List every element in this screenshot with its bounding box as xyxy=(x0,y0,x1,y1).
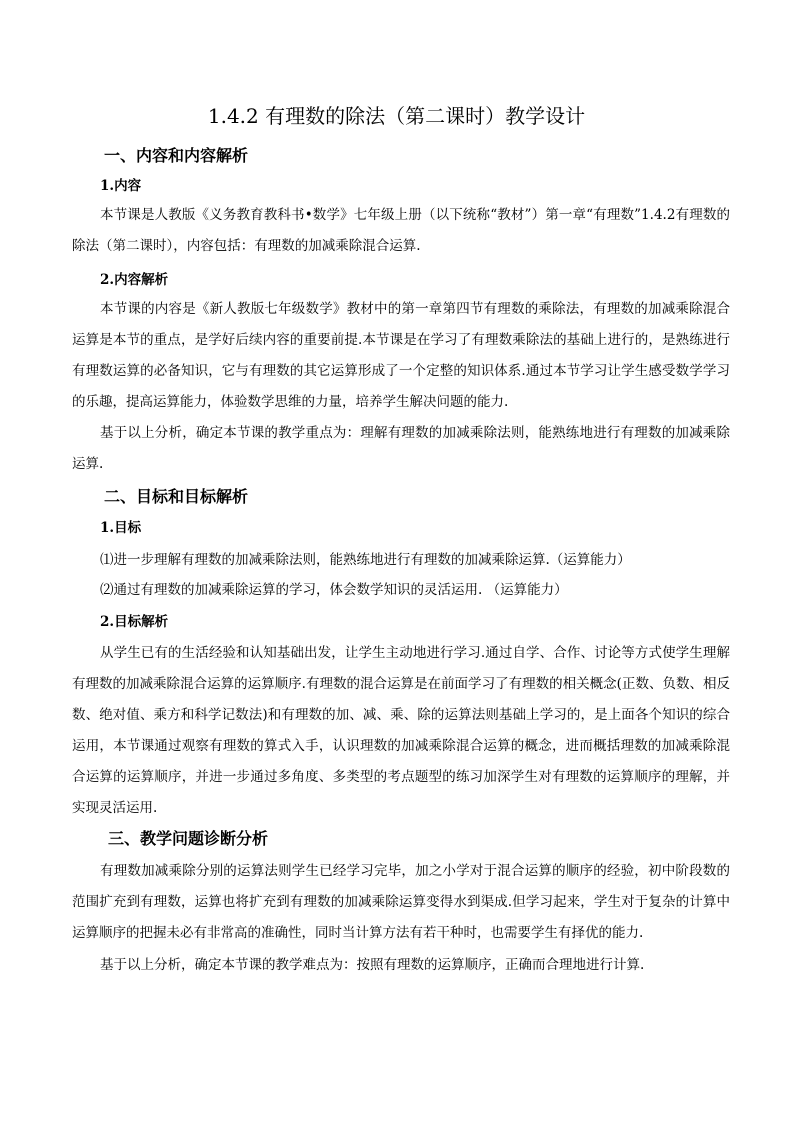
section-heading-goals: 二、目标和目标解析 xyxy=(104,487,249,506)
paragraph-diagnosis: 有理数加减乘除分别的运算法则学生已经学习完毕，加之小学对于混合运算的顺序的经验，初中阶段数的范围扩充到有理数，运算也将扩充到有理数的加减乘除运算变得水到渠成.但学习起来，学生对于复杂的计算中运算顺序的把握未必有非常高的准确性，同时当计算方法有若干种时，也需要学生有择优的能力. xyxy=(72,863,730,941)
paragraph-goals-analysis: 从学生已有的生活经验和认知基础出发，让学生主动地进行学习.通过自学、合作、讨论等方式使学生理解有理数的加减乘除混合运算的运算顺序.有理数的混合运算是在前面学习了有理数的相关概念(正数、负数、相反数、绝对值、乘方和科学记数法)和有理数的加、减、乘、除的运算法则基础上学习的，是上面各个知识的综合运用，本节课通过观察有理数的算式入手，认识理数的加减乘除混合运算的概念，进而概括理数的加减乘除混合运算的运算顺序，并进一步通过多角度、多类型的考点题型的练习加深学生对有理数的运算顺序的理解，并实现灵活运用. xyxy=(72,645,730,816)
section-heading-content: 一、内容和内容解析 xyxy=(104,146,249,165)
paragraph-content-analysis: 本节课的内容是《新人教版七年级数学》教材中的第一章第四节有理数的乘除法，有理数的加减乘除混合运算是本节的重点，是学好后续内容的重要前提.本节课是在学习了有理数乘除法的基础上进行的，是熟练进行有理数运算的必备知识，它与有理数的其它运算形成了一个定整的知识体系.通过本节学习让学生感受数学学习的乐趣，提高运算能力，体验数学思维的力量，培养学生解决问题的能力. xyxy=(72,301,730,410)
goal-item-2: ⑵通过有理数的加减乘除运算的学习，体会数学知识的灵活运用. （运算能力） xyxy=(100,582,568,598)
paragraph-teaching-difficulty: 基于以上分析，确定本节课的教学难点为：按照有理数的运算顺序，正确而合理地进行计算. xyxy=(100,957,645,973)
goal-item-1: ⑴进一步理解有理数的加减乘除法则，能熟练地进行有理数的加减乘除运算.（运算能力） xyxy=(100,552,631,568)
subheading-goals: 1.目标 xyxy=(100,520,142,536)
paragraph-teaching-focus: 基于以上分析，确定本节课的教学重点为：理解有理数的加减乘除法则，能熟练地进行有理数的加减乘除运算. xyxy=(72,425,730,472)
subheading-content-analysis: 2.内容解析 xyxy=(100,272,169,288)
subheading-content: 1.内容 xyxy=(100,178,142,194)
document-title: 1.4.2 有理数的除法（第二课时）教学设计 xyxy=(207,104,586,128)
section-heading-diagnosis: 三、教学问题诊断分析 xyxy=(108,829,269,848)
paragraph-content: 本节课是人教版《义务教育教科书•数学》七年级上册（以下统称“教材”）第一章“有理数”1.4.2有理数的除法（第二课时），内容包括：有理数的加减乘除混合运算. xyxy=(72,207,730,254)
subheading-goals-analysis: 2.目标解析 xyxy=(100,614,169,630)
